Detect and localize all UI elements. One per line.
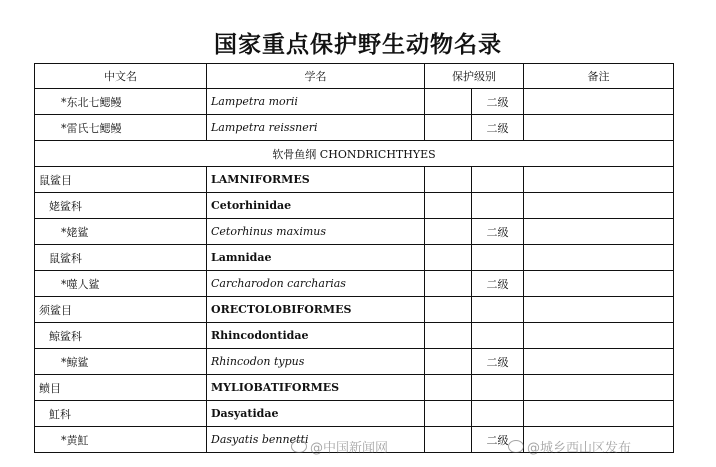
page-title: 国家重点保护野生动物名录: [214, 32, 502, 58]
chinese-name-cell: *东北七鳃鳗: [35, 89, 207, 115]
chinese-name-cell: *噬人鲨: [35, 271, 207, 297]
notes-cell: [524, 297, 674, 323]
notes-cell: [524, 323, 674, 349]
header-protection-level: 保护级别: [425, 64, 524, 89]
level2-cell: 二级: [472, 349, 524, 375]
level1-cell: [425, 349, 472, 375]
level1-cell: [425, 167, 472, 193]
class-heading: 软骨鱼纲 CHONDRICHTHYES: [35, 141, 674, 167]
chinese-name-cell: 鲼目: [35, 375, 207, 401]
level1-cell: [425, 375, 472, 401]
level2-cell: [472, 193, 524, 219]
level1-cell: [425, 297, 472, 323]
level1-cell: [425, 271, 472, 297]
family-row: [35, 245, 674, 271]
chinese-name-cell: 鼠鲨科: [35, 245, 207, 271]
notes-cell: [524, 167, 674, 193]
family-row: [35, 401, 674, 427]
notes-cell: [524, 401, 674, 427]
chinese-name-cell: 鼠鲨目: [35, 167, 207, 193]
chinese-name-cell: 魟科: [35, 401, 207, 427]
level2-cell: [472, 323, 524, 349]
scientific-name-cell: ORECTOLOBIFORMES: [207, 297, 425, 323]
chinese-name-cell: 须鲨目: [35, 297, 207, 323]
notes-cell: [524, 219, 674, 245]
watermark-chinanews: @中国新闻网: [291, 437, 388, 456]
species-row: [35, 89, 674, 115]
level2-cell: 二级: [472, 115, 524, 141]
level1-cell: [425, 115, 472, 141]
header-notes: 备注: [524, 64, 674, 89]
table-header-row: [35, 64, 674, 89]
level1-cell: [425, 193, 472, 219]
scientific-name-cell: Dasyatis bennetti: [207, 427, 425, 453]
watermark-xishan: @城乡西山区发布: [508, 437, 631, 456]
level2-cell: [472, 297, 524, 323]
notes-cell: [524, 271, 674, 297]
scientific-name-cell: Cetorhinidae: [207, 193, 425, 219]
scientific-name-cell: Dasyatidae: [207, 401, 425, 427]
chinese-name-cell: 姥鲨科: [35, 193, 207, 219]
scientific-name-cell: Lamnidae: [207, 245, 425, 271]
level2-cell: 二级: [472, 219, 524, 245]
level2-cell: [472, 167, 524, 193]
level2-cell: [472, 401, 524, 427]
chinese-name-cell: *鲸鲨: [35, 349, 207, 375]
species-row: [35, 115, 674, 141]
family-row: [35, 193, 674, 219]
taxon-class-row: [35, 141, 674, 167]
notes-cell: [524, 349, 674, 375]
level1-cell: [425, 401, 472, 427]
level2-cell: 二级: [472, 427, 524, 453]
header-scientific-name: 学名: [207, 64, 425, 89]
scientific-name-cell: Cetorhinus maximus: [207, 219, 425, 245]
order-row: [35, 167, 674, 193]
notes-cell: [524, 89, 674, 115]
level1-cell: [425, 245, 472, 271]
scientific-name-cell: Rhincodontidae: [207, 323, 425, 349]
family-row: [35, 323, 674, 349]
level2-cell: [472, 245, 524, 271]
notes-cell: [524, 193, 674, 219]
order-row: [35, 375, 674, 401]
species-row: [35, 219, 674, 245]
weibo-icon: [291, 440, 307, 453]
notes-cell: [524, 375, 674, 401]
scientific-name-cell: Rhincodon typus: [207, 349, 425, 375]
notes-cell: [524, 115, 674, 141]
scientific-name-cell: Carcharodon carcharias: [207, 271, 425, 297]
level2-cell: 二级: [472, 89, 524, 115]
weibo-icon: [508, 440, 524, 453]
notes-cell: [524, 245, 674, 271]
scientific-name-cell: Lampetra reissneri: [207, 115, 425, 141]
level1-cell: [425, 89, 472, 115]
chinese-name-cell: *雷氏七鳃鳗: [35, 115, 207, 141]
level1-cell: [425, 219, 472, 245]
chinese-name-cell: *姥鲨: [35, 219, 207, 245]
chinese-name-cell: *黄魟: [35, 427, 207, 453]
header-chinese-name: 中文名: [35, 64, 207, 89]
scientific-name-cell: Lampetra morii: [207, 89, 425, 115]
scientific-name-cell: LAMNIFORMES: [207, 167, 425, 193]
protected-species-table: [34, 63, 674, 453]
species-row: [35, 271, 674, 297]
species-row: [35, 349, 674, 375]
level2-cell: 二级: [472, 271, 524, 297]
chinese-name-cell: 鲸鲨科: [35, 323, 207, 349]
level1-cell: [425, 427, 472, 453]
level2-cell: [472, 375, 524, 401]
order-row: [35, 297, 674, 323]
level1-cell: [425, 323, 472, 349]
scientific-name-cell: MYLIOBATIFORMES: [207, 375, 425, 401]
